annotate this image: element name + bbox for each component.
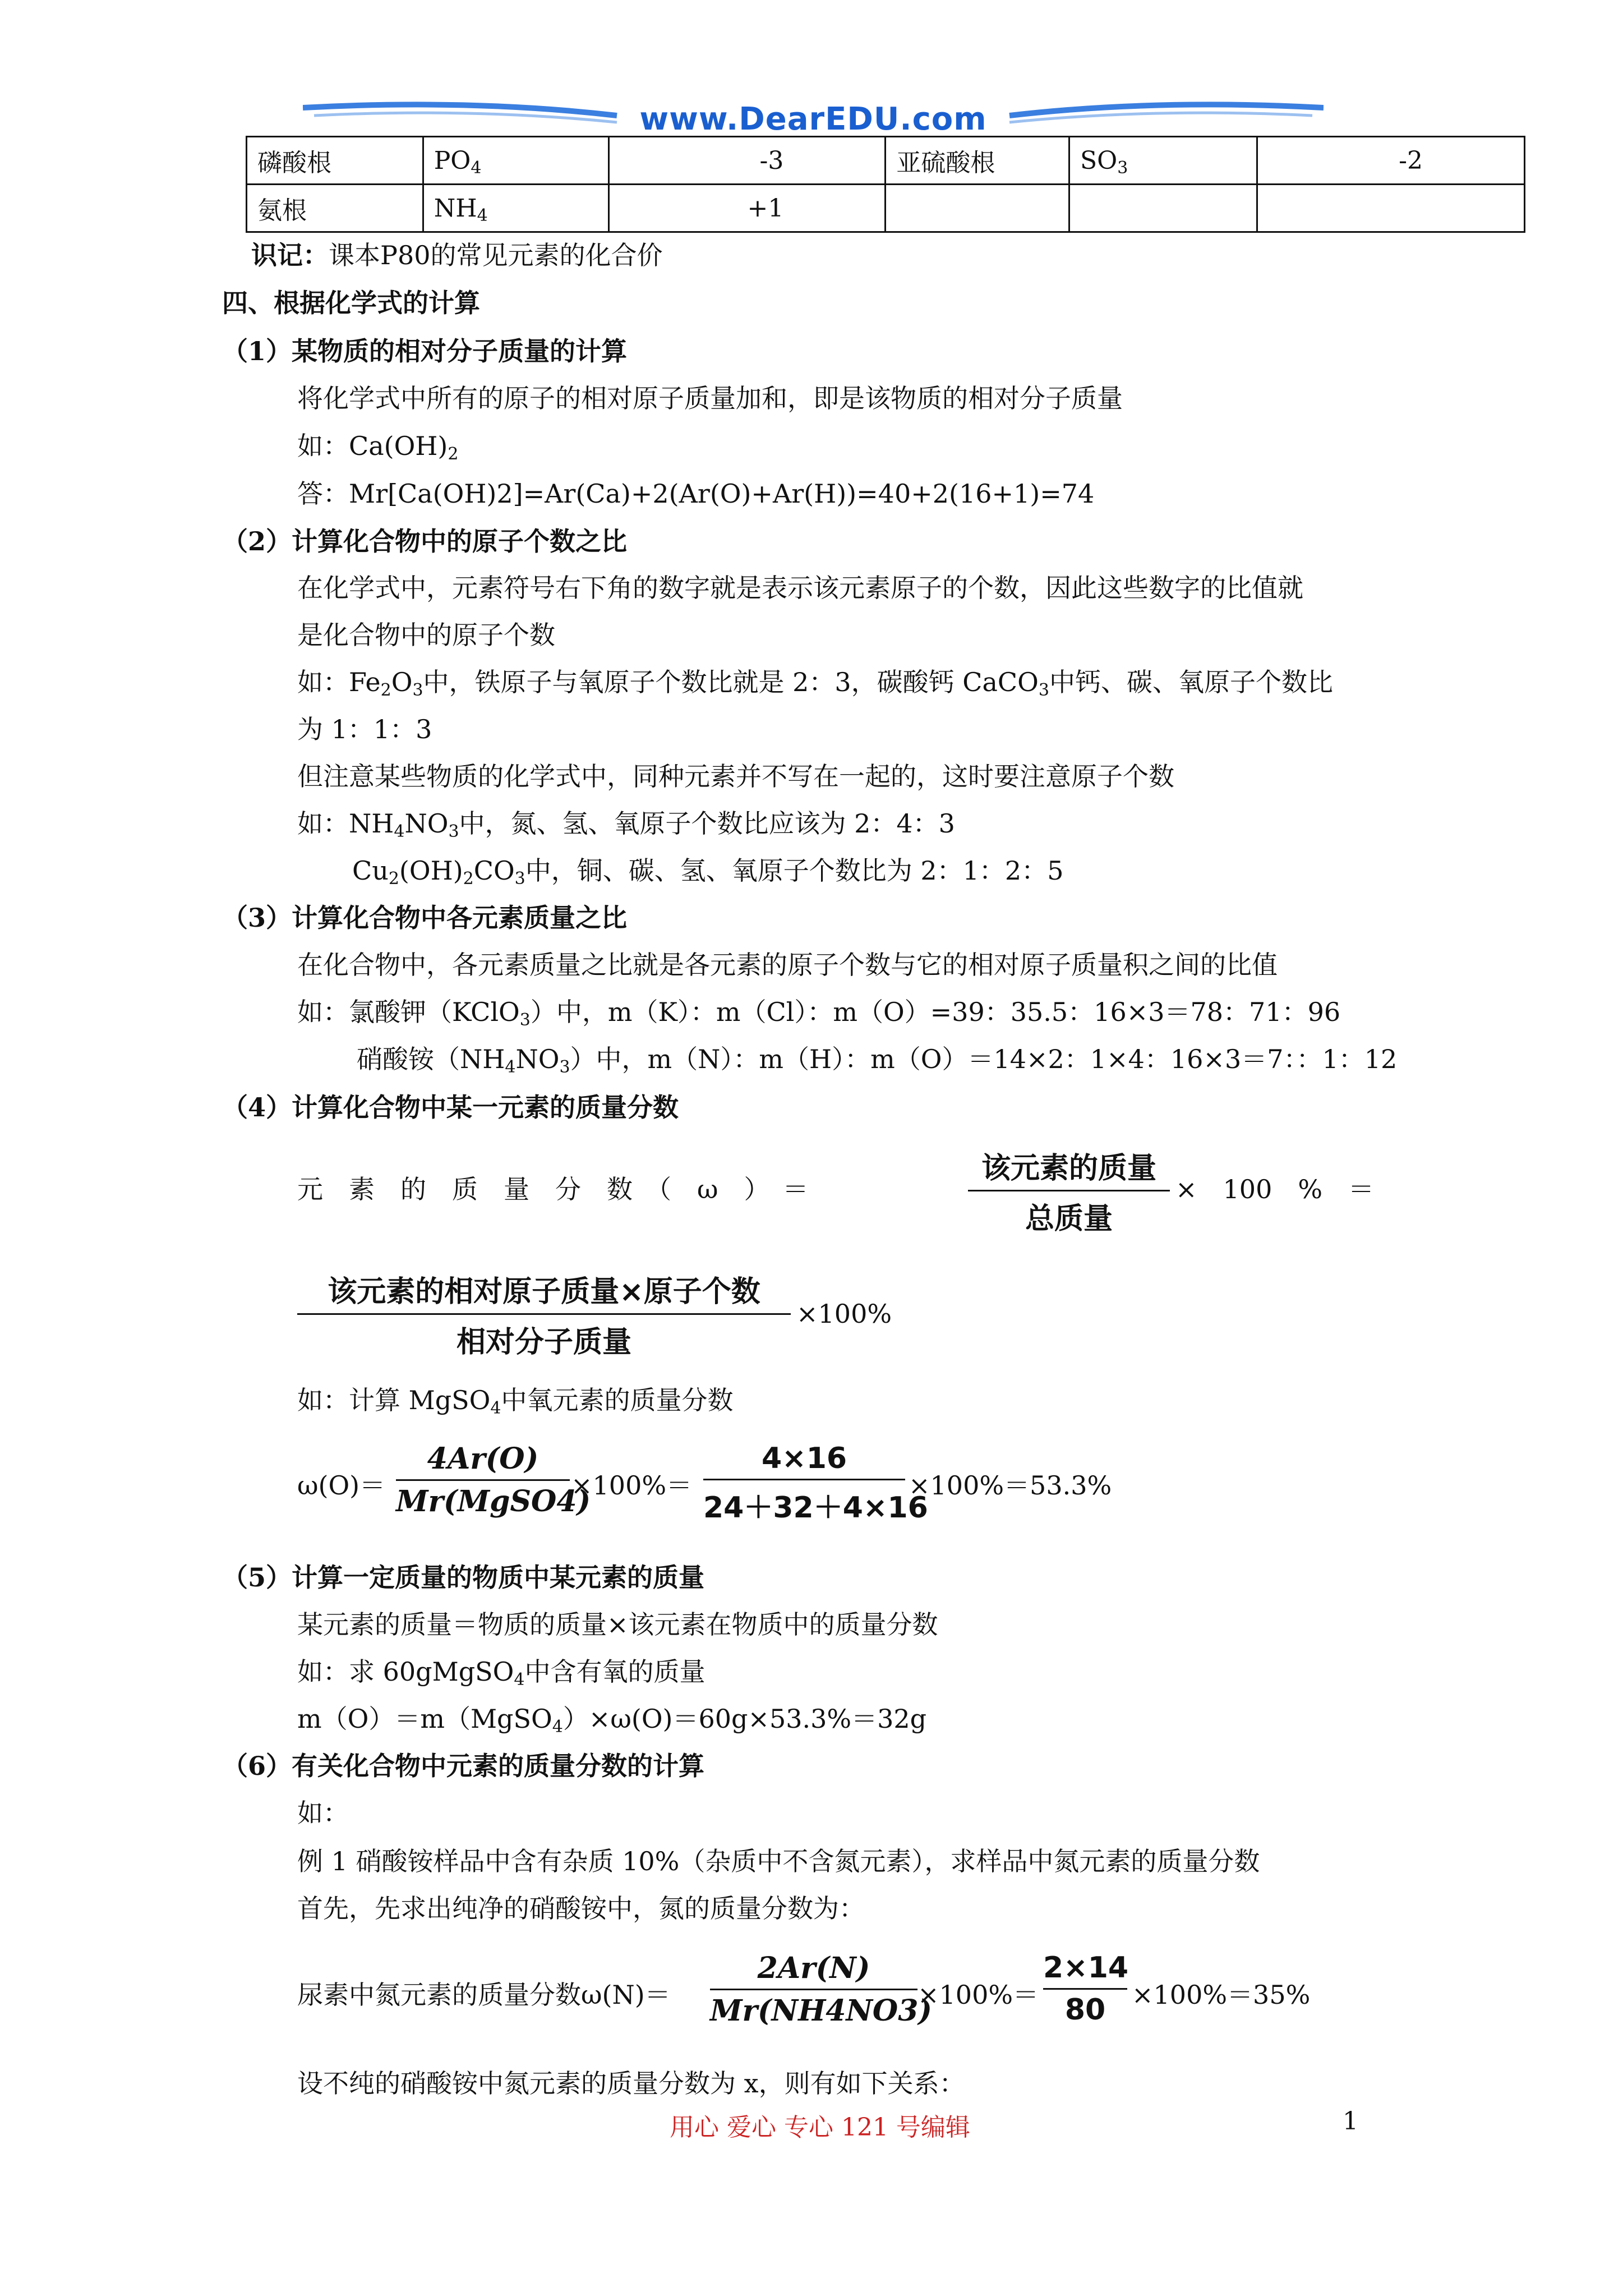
subsection-title: （3）计算化合物中各元素质量之比 xyxy=(222,903,628,933)
paragraph: 设不纯的硝酸铵中氮元素的质量分数为 x，则有如下关系： xyxy=(297,2068,965,2099)
memo-line: 识记：课本P80的常见元素的化合价 xyxy=(251,240,663,270)
subsection-title: （6）有关化合物中元素的质量分数的计算 xyxy=(222,1751,705,1781)
calc-tail: ×100%＝53.3% xyxy=(909,1470,1112,1501)
calc-lhs: 尿素中氮元素的质量分数ω(N)＝ xyxy=(297,1980,671,2010)
fraction-oxygen-values: 4×16 24＋32＋4×16 xyxy=(703,1442,928,1525)
subsection-title: （4）计算化合物中某一元素的质量分数 xyxy=(222,1092,679,1122)
page-number: 1 xyxy=(1343,2107,1358,2136)
formula-lhs: 元 素 的 质 量 分 数 （ ω ） ＝ xyxy=(297,1174,809,1204)
fraction-relative-mass: 该元素的相对原子质量×原子个数 相对分子质量 xyxy=(297,1268,791,1360)
paragraph: 某元素的质量＝物质的质量×该元素在物质中的质量分数 xyxy=(297,1609,938,1640)
fraction-oxygen-ar: 4Ar(O) Mr(MgSO4) xyxy=(396,1442,591,1519)
calc-lhs: ω(O)＝ xyxy=(297,1470,386,1501)
section-title: 四、根据化学式的计算 xyxy=(222,288,480,318)
answer-line: 答：Mr[Ca(OH)2]=Ar(Ca)+2(Ar(O)+Ar(H))=40+2(16+1)=74 xyxy=(297,478,1095,509)
logo-text: www.DearEDU.com xyxy=(639,101,987,137)
example-line: $Cu_2(OH)_2CO_3$中，铜、碳、氢、氧原子个数比为 2：1：2：5 xyxy=(352,855,1064,889)
example-line: 如：$NH_4NO_3$中，氮、氢、氧原子个数比应该为 2：4：3 xyxy=(297,808,955,841)
example-line: 如：$Ca(OH)_2$ xyxy=(297,431,459,464)
example-line: 为 1：1：3 xyxy=(297,714,432,744)
formula-tail: ×100% xyxy=(796,1299,892,1329)
table-cell xyxy=(1257,185,1525,232)
footer-text: 用心 爱心 专心 121 号编辑 xyxy=(670,2113,970,2142)
table-row xyxy=(247,137,1525,185)
example-line: 如：计算 MgSO$_4$中氧元素的质量分数 xyxy=(297,1385,734,1418)
table-cell: -2 xyxy=(1257,137,1525,185)
fraction-nitrogen-values: 2×14 80 xyxy=(1043,1951,1129,2027)
table-cell: -3 xyxy=(608,137,886,185)
calc-line: m（O）＝m（MgSO$_4$）×ω(O)＝60g×53.3%＝32g xyxy=(297,1704,927,1737)
table-cell: 氨根 xyxy=(247,185,423,232)
example-line: 如：求 60gMgSO$_4$中含有氧的质量 xyxy=(297,1657,706,1690)
paragraph: 在化合物中，各元素质量之比就是各元素的原子个数与它的相对原子质量积之间的比值 xyxy=(297,950,1278,980)
subsection-title: （2）计算化合物中的原子个数之比 xyxy=(222,526,628,556)
paragraph: 首先，先求出纯净的硝酸铵中，氮的质量分数为： xyxy=(297,1893,865,1924)
table-cell xyxy=(886,185,1069,232)
table-cell xyxy=(1069,185,1257,232)
fraction-mass-ratio: 该元素的质量 总质量 xyxy=(968,1144,1170,1237)
table-row xyxy=(247,185,1525,232)
fraction-nitrogen-ar: 2Ar(N) Mr(NH4NO3) xyxy=(710,1951,933,2028)
site-logo[interactable] xyxy=(303,99,1324,138)
table-cell: 亚硫酸根 xyxy=(886,137,1069,185)
table-cell: +1 xyxy=(608,185,886,232)
table-cell: $PO_4$ xyxy=(423,137,608,185)
subsection-title: （5）计算一定质量的物质中某元素的质量 xyxy=(222,1562,705,1593)
example-line: 硝酸铵$(NH_4NO_3)$中，m（N）：m（H）：m（O）＝14×2：1×4：16×3＝7：：1：12 xyxy=(357,1044,1398,1077)
table-cell: $SO_3$ xyxy=(1069,137,1257,185)
paragraph: 是化合物中的原子个数 xyxy=(297,620,555,650)
example-line: 如：$Fe_2O_3$中，铁原子与氧原子个数比就是 2：3，碳酸钙 CaCO$_3$中钙、碳、氧原子个数比 xyxy=(297,667,1333,700)
example-line: 如： xyxy=(297,1798,349,1828)
paragraph: 但注意某些物质的化学式中，同种元素并不写在一起的，这时要注意原子个数 xyxy=(297,761,1174,792)
table-cell: 磷酸根 xyxy=(247,137,423,185)
table-cell: $NH_4$ xyxy=(423,185,608,232)
paragraph: 将化学式中所有的原子的相对原子质量加和，即是该物质的相对分子质量 xyxy=(297,383,1123,413)
calc-mid: ×100%＝ xyxy=(571,1470,693,1501)
ion-valence-table xyxy=(246,136,1525,233)
paragraph: 在化学式中，元素符号右下角的数字就是表示该元素原子的个数，因此这些数字的比值就 xyxy=(297,573,1303,603)
formula-tail: × 100 % ＝ xyxy=(1175,1174,1375,1204)
example-line: 如：氯酸钾（KClO$_3$）中，m（K）：m（Cl）：m（O）=39：35.5：16×3＝78：71：96 xyxy=(297,997,1341,1030)
example-problem: 例 1 硝酸铵样品中含有杂质 10%（杂质中不含氮元素），求样品中氮元素的质量分数 xyxy=(297,1846,1260,1876)
calc-tail: ×100%＝35% xyxy=(1132,1980,1311,2010)
calc-mid: ×100%＝ xyxy=(917,1980,1039,2010)
subsection-title: （1）某物质的相对分子质量的计算 xyxy=(222,336,628,366)
